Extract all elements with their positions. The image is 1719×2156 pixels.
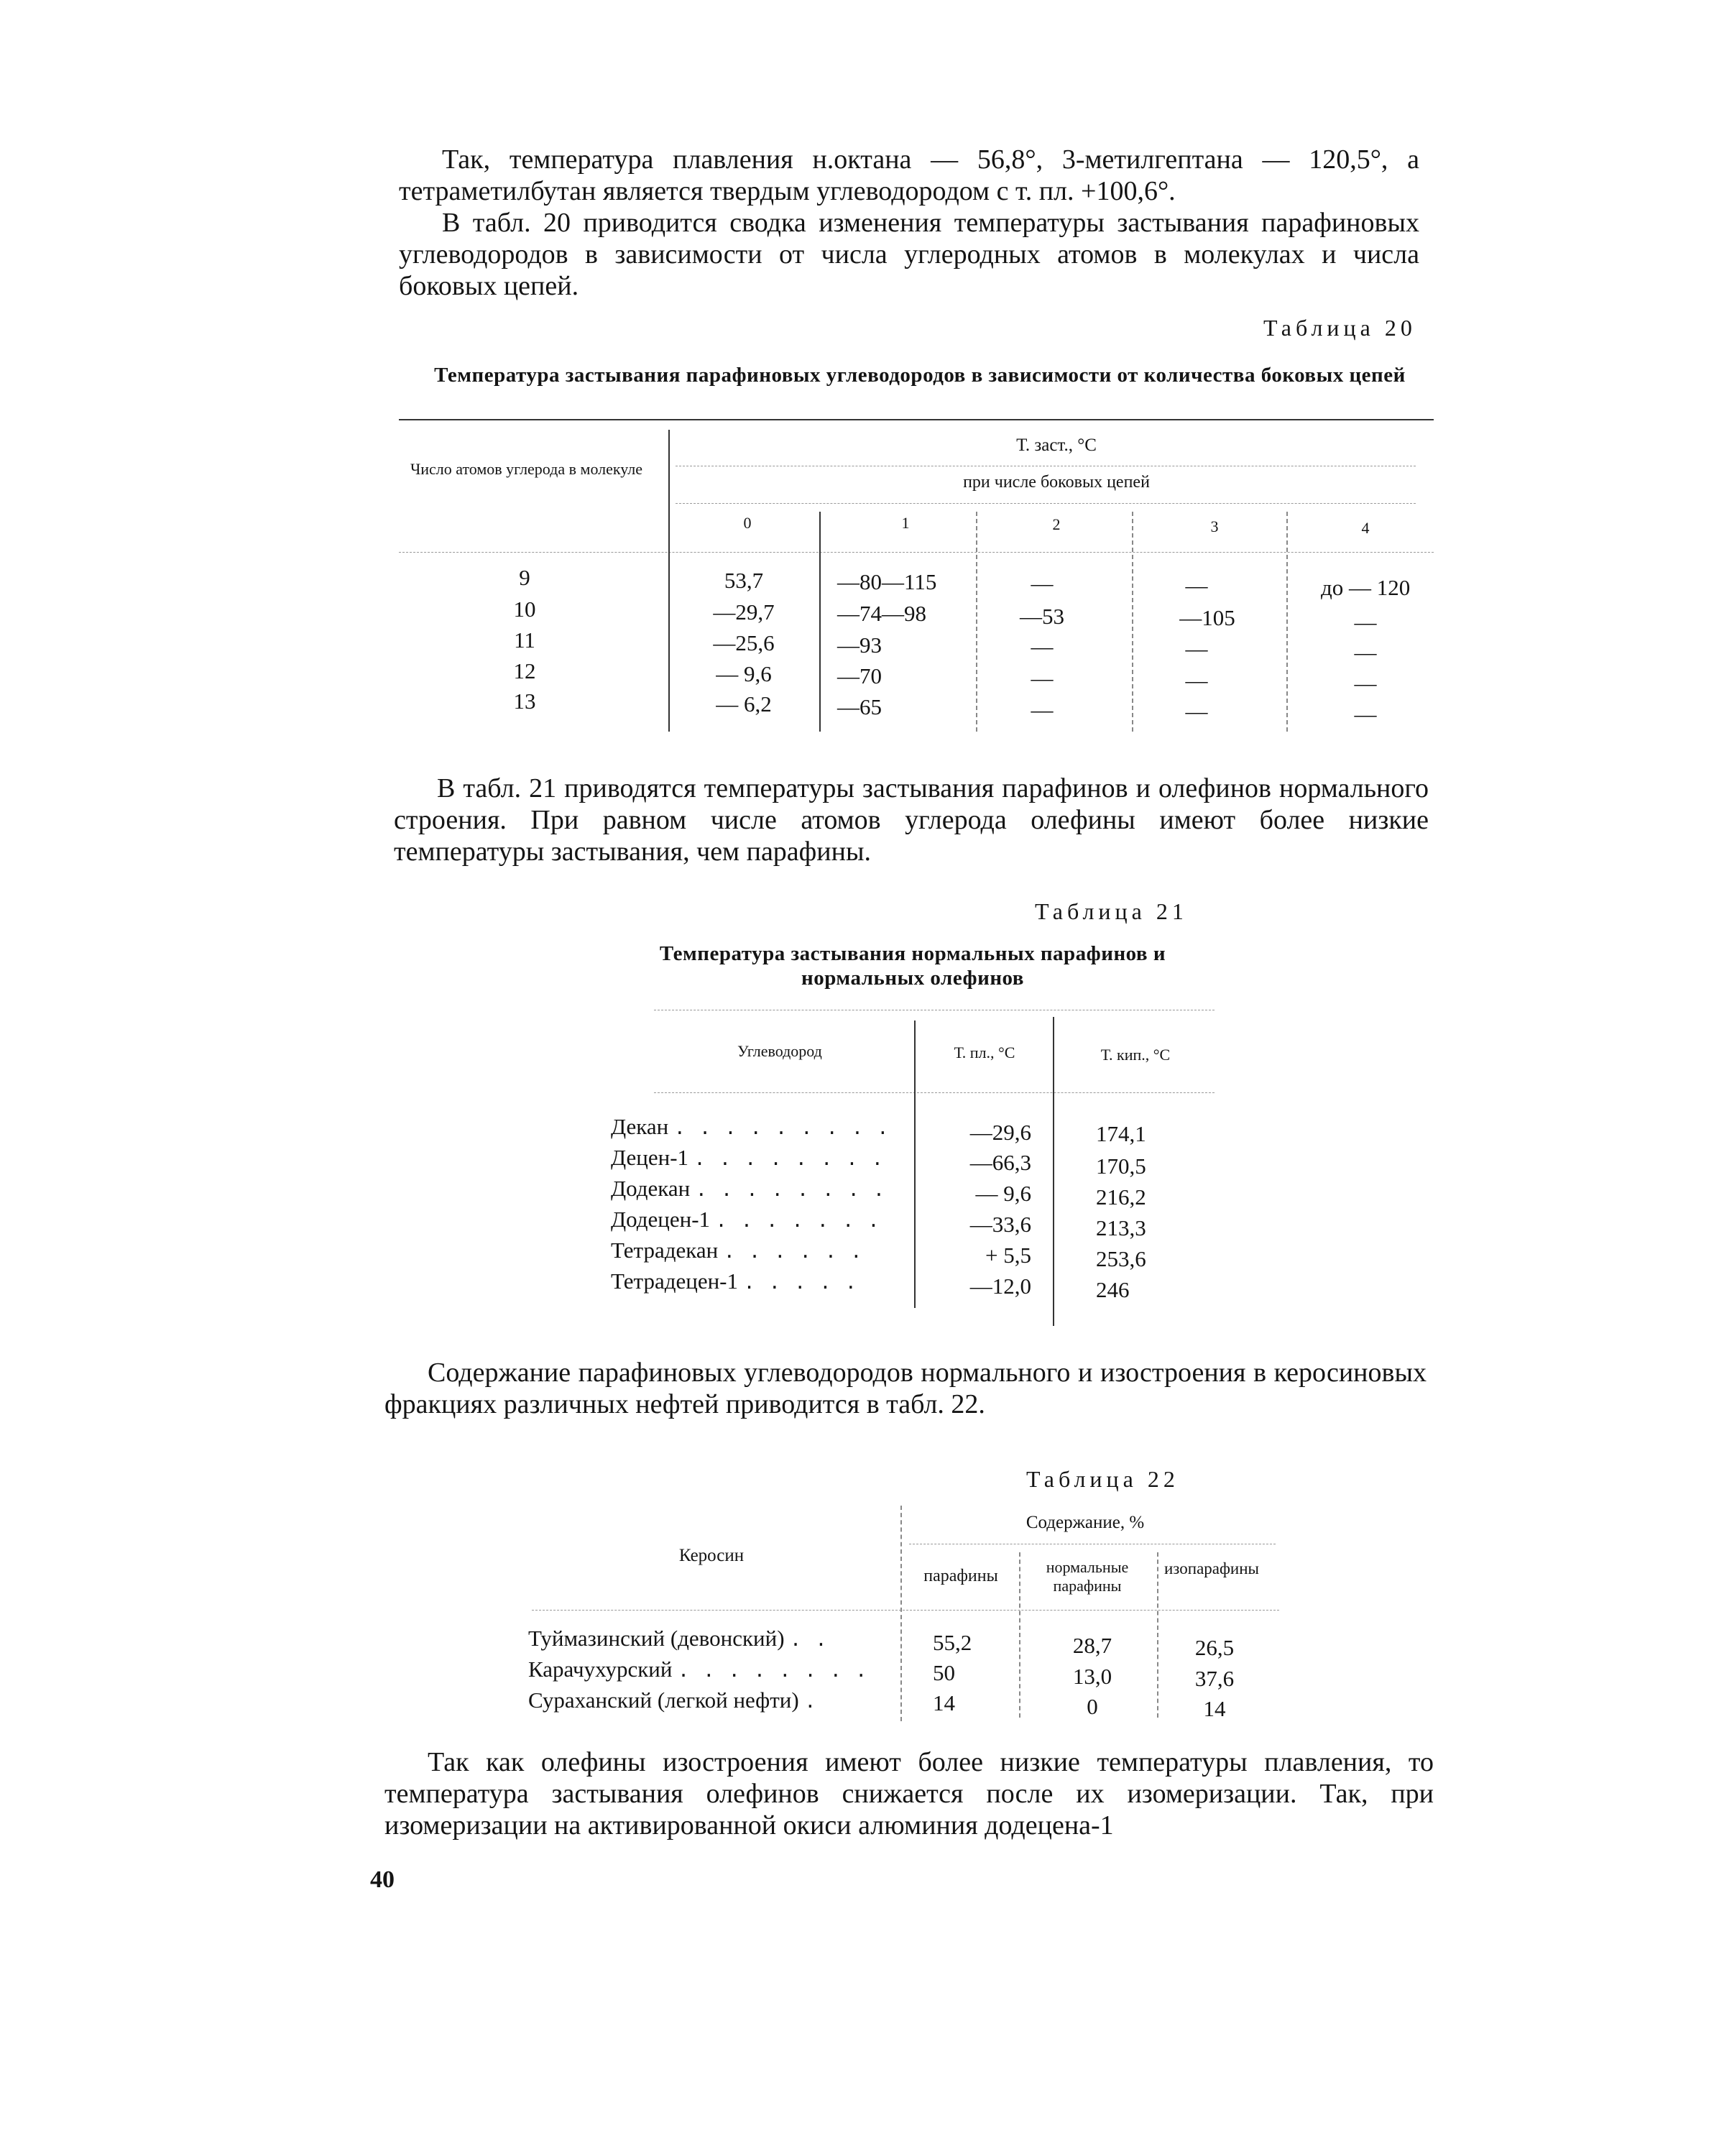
table20-header-atoms: Число атомов углерода в молекуле — [410, 460, 643, 478]
table20-c4: — — [1354, 701, 1377, 727]
table20-c4: — — [1354, 640, 1377, 665]
table21-name-text: Додекан — [611, 1176, 691, 1201]
table21-header-rule — [654, 1092, 1215, 1093]
table22-header-kerosene: Керосин — [678, 1546, 745, 1565]
table22-name-text: Карачухурский — [528, 1657, 673, 1682]
table21-bp: 253,6 — [1096, 1246, 1146, 1271]
table20-label: Таблица 20 — [1263, 315, 1416, 341]
table22-paraffins: 14 — [933, 1690, 955, 1715]
table21-leader: . . . . . . . . — [695, 1179, 886, 1201]
table21-name — [611, 1114, 890, 1140]
table20-chain-1: 1 — [901, 514, 910, 532]
table20-sep-a — [668, 430, 670, 732]
table22-header-normal: нормальные парафины — [1046, 1558, 1129, 1595]
table20-c1: —70 — [837, 663, 882, 688]
table20-atoms: 11 — [514, 627, 535, 653]
table22-paraffins: 50 — [933, 1660, 955, 1685]
table21-leader: . . . . . . . . . — [673, 1118, 890, 1139]
table20-c4: до — 120 — [1321, 575, 1411, 600]
table20-c3: — — [1185, 699, 1208, 724]
table20-header-chains: при числе боковых цепей — [963, 473, 1150, 492]
table21-name — [611, 1176, 886, 1202]
table21-bp: 213,3 — [1096, 1215, 1146, 1240]
page-number: 40 — [370, 1866, 395, 1893]
table21-leader: . . . . . . — [723, 1241, 864, 1263]
table20-header-bottom-rule — [399, 552, 1434, 553]
table22-name — [528, 1687, 817, 1713]
paragraph-table21-ref — [394, 773, 1429, 867]
table21-name-text: Децен-1 — [611, 1145, 689, 1170]
table22-name — [528, 1657, 868, 1682]
table22-header-paraffins: парафины — [923, 1567, 998, 1585]
table20-c2: —53 — [1020, 604, 1064, 629]
paragraph-table21-ref-text: В табл. 21 приводятся температуры застывания парафинов и олефинов нормального строения. При равном числе атомов углерода олефины имеют более низкие температуры застывания, чем парафины. — [394, 773, 1429, 867]
table20-c4: — — [1354, 609, 1377, 635]
table20-atoms: 9 — [519, 565, 530, 590]
table21-name-text: Тетрадекан — [611, 1238, 719, 1263]
table22-leader: . . — [790, 1629, 829, 1651]
paragraph-isomerization — [384, 1746, 1434, 1841]
table21-leader: . . . . . — [743, 1272, 858, 1294]
table22-iso: 26,5 — [1194, 1635, 1235, 1660]
table20-c2: — — [1031, 571, 1054, 596]
table21-name-text: Додецен-1 — [611, 1207, 711, 1232]
table21-header-hydrocarbon: Углеводород — [737, 1042, 822, 1060]
paragraph-table20-ref — [399, 207, 1419, 302]
paragraph-table20-ref-text: В табл. 20 приводится сводка изменения температуры застывания парафиновых углеводородов в зависимости от числа углеродных атомов в молекулах и числа боковых цепей. — [399, 208, 1419, 301]
table21-name-text: Тетрадецен-1 — [611, 1268, 738, 1294]
table22-normal: 28,7 — [1072, 1633, 1112, 1658]
table20-chain-0: 0 — [743, 514, 752, 532]
table21-bp: 216,2 — [1096, 1184, 1146, 1210]
table20-caption: Температура застывания парафиновых углеводородов в зависимости от количества боковых цепей — [434, 364, 1406, 387]
table20-c2: — — [1031, 634, 1054, 659]
table20-atoms: 10 — [513, 596, 536, 622]
table20-header-temp: Т. заст., °С — [1016, 436, 1097, 455]
table22-iso: 37,6 — [1194, 1666, 1235, 1691]
table20-c3: — — [1185, 573, 1208, 598]
paragraph-intro-text: Так, температура плавления н.октана — 56,8°, 3-метилгептана — 120,5°, а тетраметилбутан является твердым углеводородом с т. пл. +100,6°. — [399, 144, 1419, 206]
table21-mp: —33,6 — [969, 1212, 1031, 1237]
table20-atoms: 12 — [513, 658, 536, 683]
table21-label: Таблица 21 — [1035, 898, 1188, 924]
table22-label: Таблица 22 — [1026, 1466, 1179, 1492]
table22-leader: . — [804, 1691, 818, 1713]
table21-bp: 174,1 — [1096, 1121, 1146, 1146]
table22-name-text: Сураханский (легкой нефти) — [528, 1687, 799, 1713]
table20-subheader-divider — [676, 503, 1416, 504]
table20-atoms: 13 — [513, 688, 536, 714]
table20-c1: —80—115 — [837, 569, 937, 594]
table22-header-iso: изопарафины — [1164, 1560, 1259, 1577]
table21-bp: 246 — [1096, 1277, 1130, 1302]
table21-name-text: Декан — [611, 1114, 669, 1139]
table21-header-bp: Т. кип., °С — [1100, 1046, 1171, 1064]
table21-name — [611, 1207, 880, 1233]
table22-header-content: Содержание, % — [1026, 1513, 1145, 1532]
table21-sep-a — [914, 1021, 916, 1308]
table20-c0: — 9,6 — [716, 661, 772, 686]
table20-c3: —105 — [1179, 605, 1235, 630]
table20-c1: —74—98 — [837, 601, 926, 626]
table22-paraffins: 55,2 — [933, 1630, 972, 1655]
paragraph-intro — [399, 144, 1419, 207]
table20-sep-c — [976, 512, 977, 732]
table21-leader: . . . . . . . — [715, 1210, 881, 1232]
table20-c2: — — [1031, 665, 1054, 691]
table21-leader: . . . . . . . . — [693, 1148, 885, 1170]
table20-chain-2: 2 — [1052, 515, 1061, 533]
table22-name-text: Туймазинский (девонский) — [528, 1626, 785, 1651]
table20-chain-3: 3 — [1210, 517, 1219, 535]
table21-name — [611, 1268, 858, 1294]
table21-header-mp: Т. пл., °С — [954, 1044, 1015, 1061]
table22-header-rule — [532, 1610, 1279, 1611]
table20-c0: —25,6 — [713, 630, 775, 655]
paragraph-table22-ref-text: Содержание парафиновых углеводородов нормального и изостроения в керосиновых фракциях различных нефтей приводится в табл. 22. — [384, 1358, 1427, 1419]
table22-sep-b — [1019, 1552, 1020, 1718]
table22-name — [528, 1626, 828, 1651]
table20-c1: —65 — [837, 694, 882, 719]
table21-name — [611, 1145, 885, 1171]
table21-mp: + 5,5 — [985, 1243, 1031, 1268]
table20-chain-4: 4 — [1361, 519, 1370, 537]
table22-normal: 13,0 — [1072, 1664, 1112, 1689]
table20-top-rule — [399, 419, 1434, 420]
table20-c1: —93 — [837, 632, 882, 658]
table20-c2: — — [1031, 697, 1054, 722]
table20-sep-b — [819, 512, 821, 732]
table20-sep-e — [1286, 512, 1288, 732]
table20-c4: — — [1354, 671, 1377, 696]
table22-sep-a — [900, 1506, 902, 1721]
table20-c3: — — [1185, 636, 1208, 661]
paragraph-table22-ref — [384, 1357, 1427, 1420]
table22-leader: . . . . . . . . — [678, 1660, 869, 1682]
table21-name — [611, 1238, 863, 1263]
table21-caption: Температура застывания нормальных парафинов и нормальных олефинов — [659, 942, 1166, 990]
paragraph-isomerization-text: Так как олефины изостроения имеют более низкие температуры плавления, то температура застывания олефинов снижается после их изомеризации. Так, при изомеризации на активированной окиси алюминия додецена-1 — [384, 1747, 1434, 1841]
table21-mp: —29,6 — [969, 1120, 1031, 1145]
table21-mp: —12,0 — [969, 1273, 1031, 1299]
table21-mp: — 9,6 — [975, 1181, 1031, 1206]
table22-sep-c — [1157, 1552, 1158, 1718]
table21-bp: 170,5 — [1096, 1153, 1146, 1179]
table20-sep-d — [1132, 512, 1133, 732]
table21-mp: —66,3 — [969, 1150, 1031, 1175]
table22-iso: 14 — [1203, 1696, 1226, 1721]
table22-normal: 0 — [1087, 1694, 1098, 1719]
table21-sep-b — [1053, 1017, 1054, 1326]
table20-c0: — 6,2 — [716, 691, 772, 717]
table20-c0: —29,7 — [713, 599, 775, 625]
table20-c3: — — [1185, 668, 1208, 693]
table20-c0: 53,7 — [724, 568, 764, 593]
